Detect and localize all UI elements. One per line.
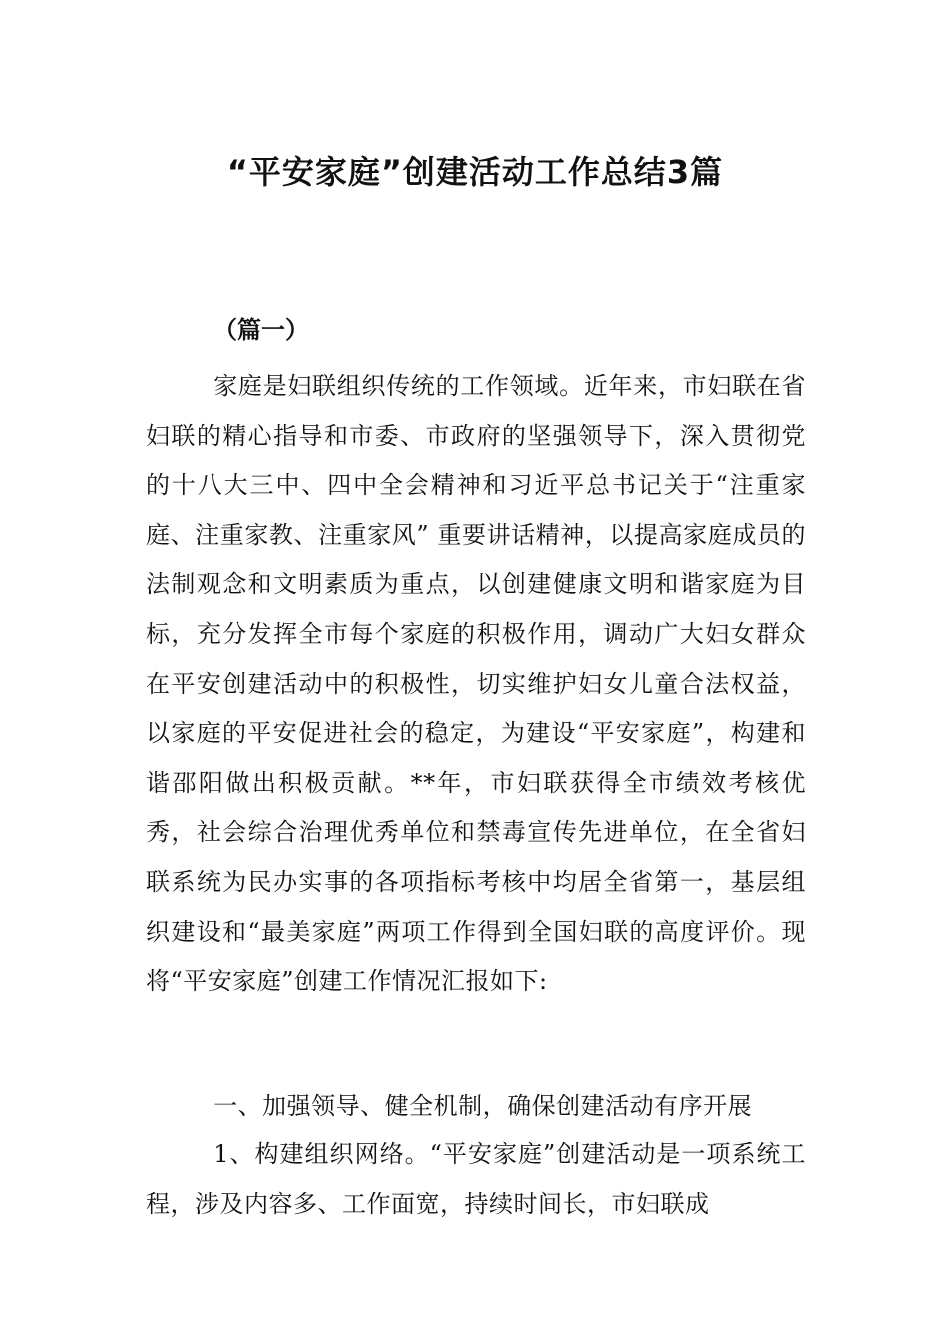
paragraph-item-1: 1、构建组织网络。“平安家庭”创建活动是一项系统工程，涉及内容多、工作面宽，持续时间长，市妇联成 xyxy=(146,1140,806,1218)
document-title: “平安家庭”创建活动工作总结3篇 xyxy=(226,153,724,191)
section-label: （篇一） xyxy=(213,316,309,344)
paragraph-heading-1: 一、加强领导、健全机制，确保创建活动有序开展 xyxy=(213,1092,753,1120)
paragraph-intro: 家庭是妇联组织传统的工作领域。近年来，市妇联在省妇联的精心指导和市委、市政府的坚强领导下，深入贯彻党的十八大三中、四中全会精神和习近平总书记关于“注重家庭、注重家教、注重家风” 重要讲话精神，以提高家庭成员的法制观念和文明素质为重点，以创建健康文明和谐家庭为目标，充分发挥全市每个家庭的积极作用，调动广大妇女群众在平安创建活动中的积极性，切实维护妇女儿童合法权益，以家庭的平安促进社会的稳定，为建设“平安家庭”，构建和谐邵阳做出积极贡献。**年，市妇联获得全市绩效考核优秀，社会综合治理优秀单位和禁毒宣传先进单位，在全省妇联系统为民办实事的各项指标考核中均居全省第一，基层组织建设和“最美家庭”两项工作得到全国妇联的高度评价。现将“平安家庭”创建工作情况汇报如下: xyxy=(146,372,806,996)
